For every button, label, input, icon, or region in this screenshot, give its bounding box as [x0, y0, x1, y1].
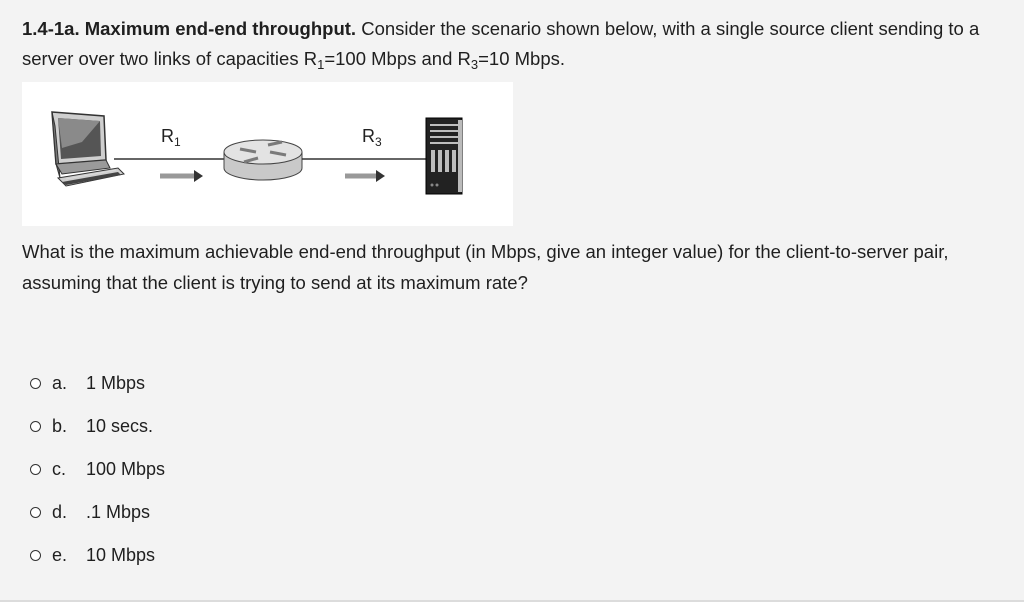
question-body-1: Consider the scenario shown below, with a single source client sending to a server over two links of capacities R — [22, 18, 980, 69]
link-r1-label: $R_1$ — [161, 126, 181, 149]
network-diagram — [22, 82, 513, 226]
option-text: 1 Mbps — [86, 373, 146, 393]
prompt-text: What is the maximum achievable end-end throughput (in Mbps, give an integer value) for the client-to-server pair, assuming that the client is trying to send at its maximum rate? — [22, 241, 949, 293]
question-body-2: =100 Mbps and R — [324, 48, 471, 69]
question-text — [22, 14, 1012, 76]
arrow-right-icon — [160, 170, 203, 182]
radio-button[interactable] — [30, 550, 41, 561]
client-computer-icon — [52, 112, 124, 186]
option-text: 10 secs. — [86, 416, 154, 436]
option-e[interactable] — [30, 534, 165, 577]
option-a[interactable] — [30, 362, 165, 405]
option-letter: d. — [52, 502, 68, 522]
option-letter: e. — [52, 545, 68, 565]
radio-button[interactable] — [30, 464, 41, 475]
option-b[interactable] — [30, 405, 165, 448]
r1-subscript: 1 — [317, 57, 325, 72]
option-c[interactable] — [30, 448, 165, 491]
option-text: 10 Mbps — [86, 545, 156, 565]
radio-button[interactable] — [30, 507, 41, 518]
server-icon — [426, 118, 462, 194]
question-body-3: =10 Mbps. — [478, 48, 566, 69]
option-text: .1 Mbps — [86, 502, 151, 522]
option-text: 100 Mbps — [86, 459, 166, 479]
radio-button[interactable] — [30, 421, 41, 432]
arrow-right-icon — [345, 170, 385, 182]
option-letter: b. — [52, 416, 68, 436]
question-number: 1.4-1a. Maximum end-end throughput. — [22, 18, 357, 39]
option-letter: a. — [52, 373, 68, 393]
r3-subscript: 3 — [470, 57, 479, 72]
router-icon — [224, 140, 302, 180]
option-d[interactable] — [30, 491, 165, 534]
link-r3-label: $R_3$ — [362, 126, 382, 149]
answer-options — [30, 362, 165, 577]
radio-button[interactable] — [30, 378, 41, 389]
option-letter: c. — [52, 459, 67, 479]
